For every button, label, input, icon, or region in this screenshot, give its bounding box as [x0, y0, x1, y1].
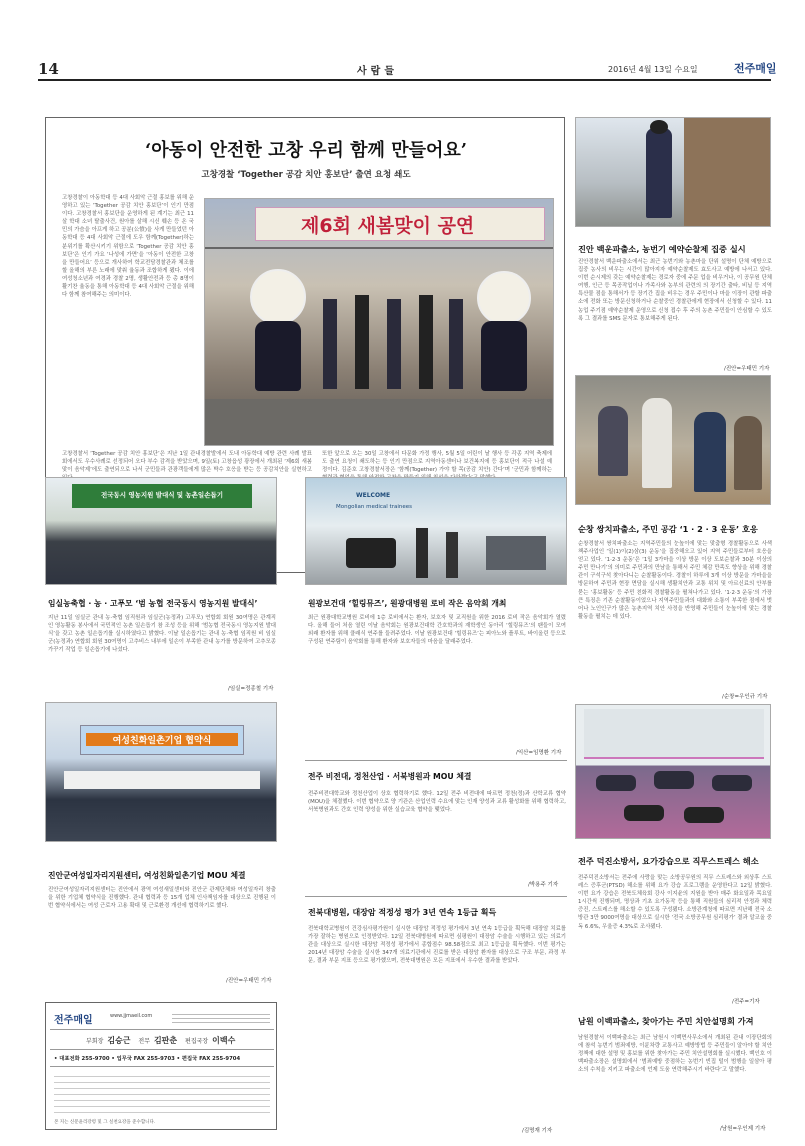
- ibaek-body: 남원경찰서 이백파출소는 최근 남원시 이백면사무소에서 개최된 관내 이장단회의에 참석 농번기 범죄예방, 이륜차량 교통사고 예방방법 등 주민들이 알아야 할 치안정책에 대한 설명 및 홍보를 위한 찾아가는 주민 치안설명회를 실시했다. 백인호 이백파출소장은 설명회에서 ‘범죄예방 중점하는 농번기 빈집 털이 범행을 일삼아 평소의 수칙을 지키고 파출소에 언제 도움 연락해주시기 바란다’고 말했다.: [578, 1035, 772, 1074]
- chief-name: 이백수: [212, 1036, 236, 1045]
- mou1-byline: /박용주 기자: [528, 882, 559, 888]
- imsil-photo: [45, 477, 277, 585]
- mou1-title: 전주 비전대, 정천산업 · 서북병원과 MOU 체결: [308, 772, 472, 781]
- top-story-headline: ‘아동이 안전한 고창 우리 함께 만들어요’: [144, 140, 468, 161]
- top-story-body: 고창경찰이 아동학대 등 4대 사회악 근절 홍보를 위해 운영하고 있는 ‘Together 공감 치안 홍보단’이 인기 만점이다. 고창경찰서 홍보단을 운영하게 된 계기는 최근 11살 학대 소녀 탈출사건, 원아를 살해 시신 훼손 등 온 국민의 가슴을 아프게 하고 공분(公憤)을 사게 만들었던 아동학대 등 4대 사회악 근절에 도우 함께(Together)하는 분위기를 확산시키기 위함으로 ‘Together 공감 치안 홍보단’은 인기 가요 ‘나성에 가면’을 ‘아동이 안전한 고창을 만들어요’ 등으로 개사하여 학교전담경찰관과 체조를 할 올해의 부른 노래에 맞춰 율동과 조합하게 됐다. 이에 여성청소년과 여경과 경찰 2명, 생활안전과 등 총 8명이 활기찬 율동을 통해 아동학대 등 4대 사회악 근절을 위해 다 함께 참여해주는 의미이다.: [62, 195, 194, 299]
- top-story-subhead: 고창경찰 ‘Together 공감 치안 홍보단’ 출연 요청 쇄도: [201, 170, 411, 180]
- jinan-banner: 여성친화일촌기업 협약식: [86, 733, 238, 746]
- issue-date: 2016년 4월 13일 수요일: [608, 65, 698, 74]
- imsil-byline: /임실=정종철 기자: [228, 686, 274, 692]
- yoga-title: 전주 덕진소방서, 요가강습으로 직무스트레스 해소: [578, 856, 759, 866]
- ibaek-byline: /남원=우인제 기자: [720, 1126, 766, 1132]
- jinan-photo: [45, 702, 277, 842]
- top-story-photo: [204, 198, 554, 446]
- masthead-box: [45, 1002, 277, 1130]
- header-rule: [38, 79, 771, 81]
- page-number: 14: [38, 60, 59, 78]
- sangchi-body: 순창경찰서 쌍치파출소는 지역주민들의 눈높이에 맞는 맞춤형 경찰활동으로 사색 책주사업인 ‘일(1)이(2)삼(3) 운동’을 집중해오고 있어 지역 주민들로부터 호응을 얻고 있다. ‘1·2·3 운동’은 ‘1일 3가마을 이상 방문 이상 도보순찰과 30분 이상의 주민 만나기’의 의미로 주민과의 만남을 통해서 주민 체감 만족도 향상을 위해 경찰관이 구석구석 찾아다니는 순찰활동이다. 경찰이 하루에 3개 이상 방문을 가마을을 방문하여 주민과 현장 면담을 실시해 생활치안과 교통 위치 및 아르신료의 안부를 묻는 ‘홍보활동’ 등 주민 친화적 경찰활동을 펼쳐나가고 있다. ‘1·2·3 운동’의 가장 큰 특징은 기존 순찰활동이었으나 지역주민들과의 대화와 소통이 부족한 점에서 벗어나 노인인구가 많은 농촌지역 치안 사정을 반영해 주민들이 눈높이에 맞는 경찰활동을 펼치는 데 있다.: [578, 541, 772, 620]
- editor-name: 김판춘: [153, 1036, 178, 1045]
- masthead-url: www.jjmaeil.com: [110, 1013, 153, 1019]
- wonkwang-title: 원광보건대 ‘힐링뮤즈’, 원광대병원 로비 작은 음악회 개최: [308, 599, 507, 608]
- baekun-byline: /진안=우태민 기자: [724, 366, 770, 372]
- jbnuh-body: 전북대학교병원이 건강심사평가원이 실시한 대장암 적정성 평가에서 3년 연속 1등급을 획득해 대장암 치료를 가장 잘하는 병원으로 인정받았다. 12일 전북대병원에 따르면 심평원이 대장암 수술을 시행하고 있는 의료기관을 대상으로 실시한 대장암 적정성 평가에서 종합점수 98.58점으로 최고 1등급을 획득했다. 이번 평가는 2014년 대장암 수술을 실시한 347개 의료기관에서 진료를 받은 대장암 환자를 대상으로 구조 부문, 과정 부문, 결과 부문 지표 등으로 평가했으며, 전북대병원은 모든 지표에서 우수한 결과를 받았다.: [308, 926, 566, 965]
- jinan-body: 진안군여성일자리지원센터는 진안에서 광역 여성새일센터와 진안군 관제단체와 여성일자리 창출을 위한 기업체 협약식을 진행했다. 관내 협력과 등 15개 업체 인사책임자를 대상으로 진행된 이번 협약식에서는 여성 근로자 고용 확대 및 근로환경 개선에 협력하기로 했다.: [48, 887, 276, 910]
- section-title: 사람들: [357, 66, 398, 77]
- sangchi-title: 순창 쌍치파출소, 주민 공감 ‘1 · 2 · 3 운동’ 호응: [578, 524, 758, 534]
- jinan-title: 진안군여성일자리지원센터, 여성친화일촌기업 MOU 체결: [48, 871, 246, 880]
- ibaek-title: 남원 이백파출소, 찾아가는 주민 치안설명회 가져: [578, 1016, 754, 1026]
- yoga-body: 전주덕진소방서는 전주에 사랑을 맞는 소방공무원의 직무 스트레스와 외상후 스트레스 증후군(PTSD) 해소를 위해 요가 강습 프로그램을 운영한다고 12일 밝혔다. 이번 요가 강습은 전북도체육회 강사 이지윤의 지원을 받아 매주 화요일과 목요일 1시간씩 진행되며, 명상과 기초 요가동작 등을 통해 직원들의 심리적 안정과 체력증진, 스트레스를 해소할 수 있도록 구성됐다. 소방관계청에 따르면 지난해 전국 소방관 3만 9000여명을 대상으로 실시한 ‘전국 소방공무원 심리평가’ 결과 알코올 중독 6.6%, 우울증 4.3%로 조사됐다.: [578, 875, 772, 930]
- welcome-banner: WELCOME: [356, 492, 391, 499]
- wonkwang-byline: /익산=임명환 기자: [516, 750, 562, 756]
- baekun-photo: [575, 117, 771, 227]
- yoga-photo: [575, 704, 771, 839]
- baekun-title: 진안 백운파출소, 농번기 예약순찰제 집중 실시: [578, 244, 746, 254]
- masthead-footer: 본 지는 신문윤리강령 및 그 실천요강을 준수합니다.: [54, 1120, 156, 1125]
- sangchi-byline: /순창=우인규 기자: [722, 694, 768, 700]
- publisher-name: 김승근: [107, 1036, 131, 1045]
- mascot-left: [250, 269, 306, 325]
- wonkwang-photo: [305, 477, 567, 585]
- imsil-banner: 전국동시 영농지원 발대식 및 농촌일손돕기: [100, 491, 224, 499]
- masthead-publisher: [86, 1035, 235, 1046]
- jbnuh-title: 전북대병원, 대장암 적정성 평가 3년 연속 1등급 획득: [308, 908, 497, 917]
- newspaper-logo: 전주매일: [734, 62, 777, 75]
- top-story-body-3: 또한 앞으로 오는 30일 고창에서 다문화 가정 행사, 5월 5일 어린이 날 행사 등 각종 지역 축제에도 출연 요청이 쇄도하는 등 인기 만점으로 지역아동센터나 보건복지에 등 홍보단이 적극 나설 예정이다. 김준호 고창경찰서장은 ‘함께(Together) 가야 할 목(공감 치안) 간다’며 ‘군민과 함께하는: [322, 451, 552, 474]
- top-story-body-2: 고창경찰서 ‘Together 공감 치안 홍보단’은 지난 1일 관내경찰발에서 도내 아동학대 예방 관련 사례 발표회에서도 우수사례로 선정되어 오다 부수 감격을 받았으며, 9일(토) 고창읍성 광장에서 개최된 ‘제6회 새봄맞이 음악제’에도 출연되으로 나서 군민들과 관광객들에게 많은 박수 호응을 받는 등 공감치안을 실현하고: [62, 451, 312, 474]
- editor-label: 전무: [138, 1038, 151, 1045]
- wonkwang-body: 최근 원광대학교병원 로비에 1층 로비에서는 환자, 보호자 및 교직원을 위한 2016 로비 작은 음악회가 열렸다. 올해 들어 처음 열린 이날 음악회는 원광보건대학 간호학과의 재학생인 동아리 ‘힐링뮤즈’의 팬들이 모여 외래 환자를 위해 클래식 연주를 들려주었다. 이날 원광보건대 ‘힐링뮤즈’는 피아노와 플루트, 바이올린 등으로 구성된 연주팀이 음악회를 통해 환자와 보호자들의 마음을 달래주었다.: [308, 615, 566, 646]
- imsil-title: 임실농축협 · 농 · 고푸모 ‘범 농협 전국동시 영농지원 발대식’: [48, 599, 258, 608]
- mou1-body: 전주비전대학교와 정천산업이 상호 협력하기로 했다. 12일 전주 비전대에 따르면 정천(정)과 산학교류 협약(MOU)을 체결했다. 이번 협약으로 양 기관은 산업인력 수요에 맞는 인재 양성과 교류 활성화를 위해 협력하고, 서북병원과도 간호 인력 양성을 위한 실습교육 협약을 맺었다.: [308, 791, 566, 814]
- jbnuh-byline: /김명재 기자: [522, 1128, 553, 1134]
- sangchi-photo: [575, 375, 771, 505]
- jinan-byline: /진안=우태민 기자: [226, 978, 272, 984]
- trainees-sign: Mongolian medical trainees: [336, 504, 412, 510]
- chief-label: 편집국장: [185, 1038, 209, 1045]
- masthead-name: 전주매일: [54, 1015, 93, 1026]
- concert-banner: 제6회 새봄맞이 공연: [301, 215, 475, 237]
- mascot-right: [477, 271, 531, 325]
- yoga-byline: /전주=기자: [732, 999, 760, 1005]
- baekun-body: 진안경찰서 백운파출소에서는 최근 농번기와 농촌마을 단위 설명이 단체 예방으로 집중 농사의 비우는 시간이 많아지자 예약순찰제도 효도사고 예방에 나서고 있다. 이번 순시제의 갖는 예약순찰제는 경로자 중에 주문 업을 비우거나, 이 공무원 단체여행, 인근 등 목공작업이나 가족사와 농부의 관련의 의 장기간 출타, 비닐 등 지역 특산물 점을 통해서가 등 장기간 집을 비우는 경우 주민이나 마을 이장이 관할 파출소에 전화 또는 방문신청하거나 순찰중인 경찰관에게 현장에서 신청할 수 있다. 11농업 주기점 예약순찰제 운영으로 신청 접수 후 주의 농촌 주민들이 안심할 수 있도록 그 결과를 SMS 문자로 통보해주게 된다.: [578, 259, 772, 322]
- masthead-phones: • 대표전화 255-9700 • 업무국 FAX 255-9703 • 편집국 FAX 255-9704: [54, 1056, 241, 1062]
- imsil-body: 지난 11일 임실군 관내 농·축협 임직원과 임실군(농정과) 고푸모) 연합회 회원 30여명은 관계직인 영농활동 봉사에서 국민적인 농촌 일손돕기 참 조성 등을 위해 ‘범농협 전국동시 영농지원 발대식’을 갖고 농촌 일손돕기를 실시하였다고 밝혔다. 이날 일손돕기는 관내 농·축협 임직원 비 임실군(농정과) 연합회 회원 30여명이 고추비스 내부에 일손이 부족한 관내 농가를 방문하여 고추모종 가꾸기 작업 등 일손돕기에 나섰다.: [48, 615, 276, 654]
- publisher-label: 부회장: [86, 1038, 104, 1045]
